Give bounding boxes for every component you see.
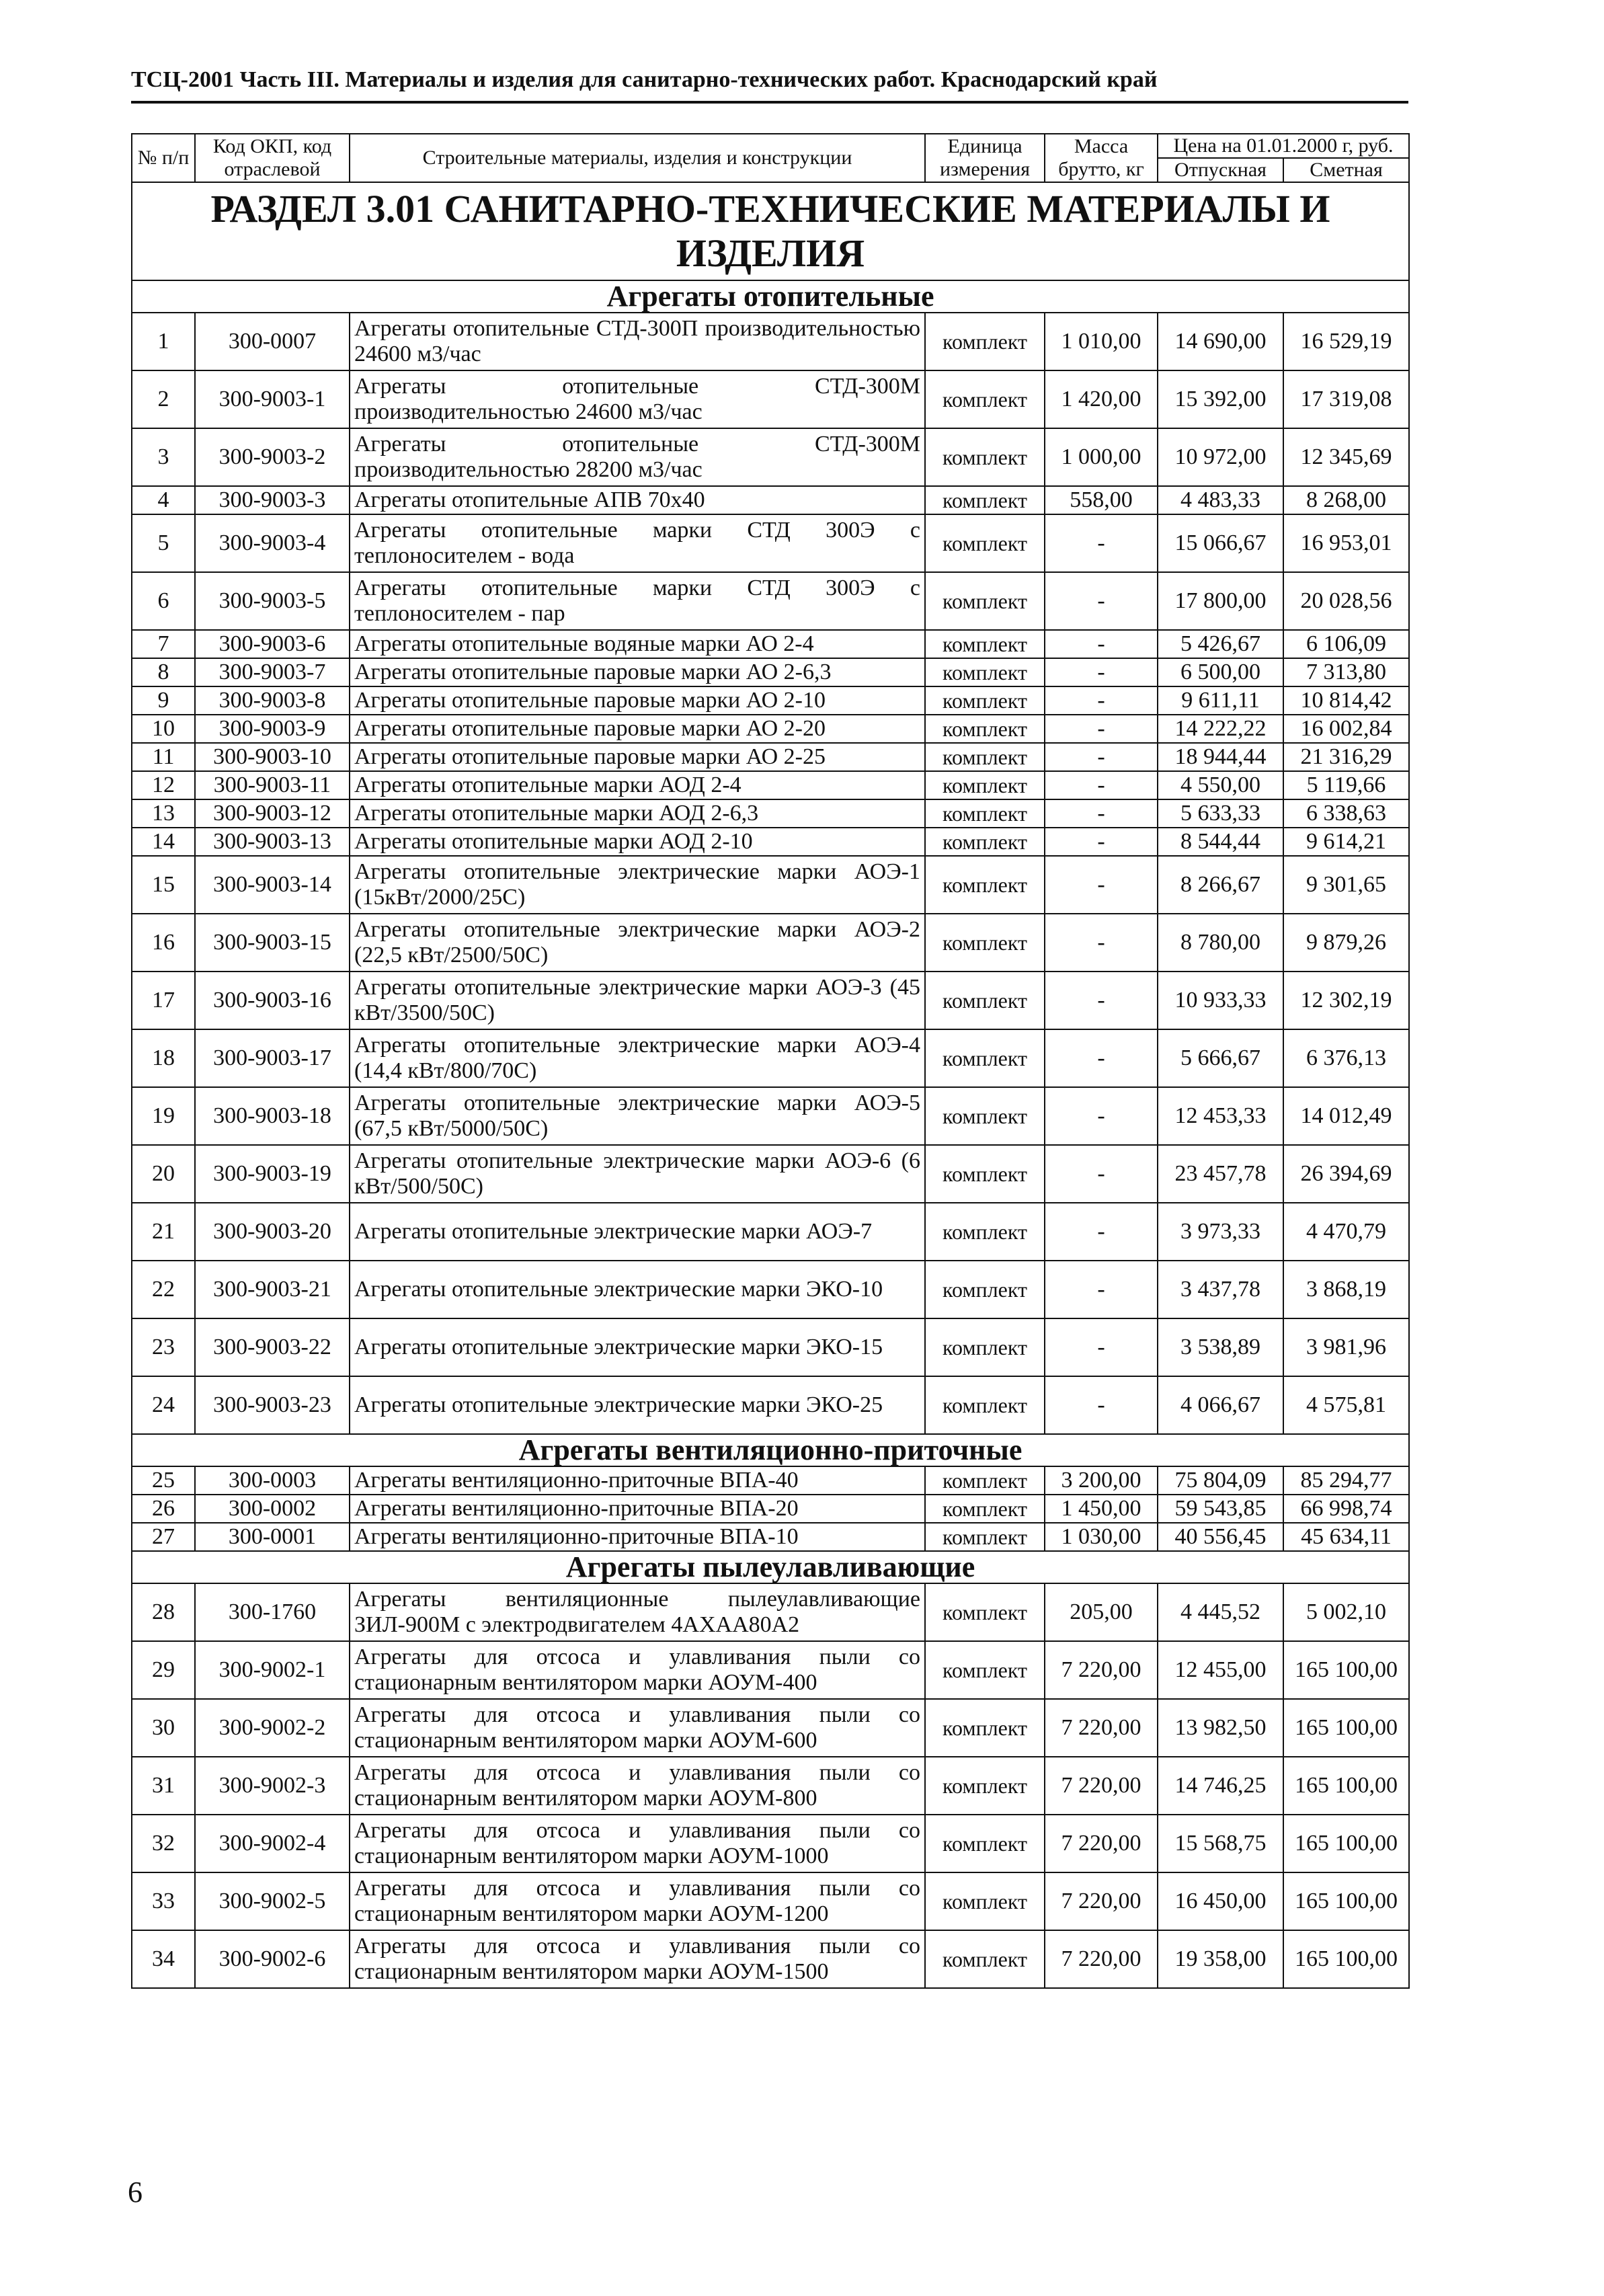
row-mass: 7 220,00: [1045, 1699, 1158, 1757]
row-number: 18: [132, 1029, 195, 1087]
row-name: Агрегаты отопительные паровые марки АО 2-20: [350, 715, 925, 743]
row-code: 300-9003-13: [195, 828, 350, 856]
row-price-estimate: 7 313,80: [1283, 658, 1409, 686]
row-code: 300-9002-2: [195, 1699, 350, 1757]
table-row: [132, 914, 1409, 972]
row-code: 300-9003-8: [195, 686, 350, 715]
table-row: [132, 514, 1409, 572]
row-code: 300-9003-4: [195, 514, 350, 572]
row-mass: 7 220,00: [1045, 1641, 1158, 1699]
row-code: 300-9003-14: [195, 856, 350, 914]
table-row: [132, 743, 1409, 771]
row-code: 300-9003-5: [195, 572, 350, 630]
row-code: 300-9002-1: [195, 1641, 350, 1699]
row-price-estimate: 85 294,77: [1283, 1466, 1409, 1495]
row-unit: комплект: [925, 1466, 1045, 1495]
row-number: 16: [132, 914, 195, 972]
row-price-retail: 19 358,00: [1158, 1930, 1283, 1988]
row-price-retail: 14 222,22: [1158, 715, 1283, 743]
row-code: 300-9003-7: [195, 658, 350, 686]
page-number: 6: [128, 2176, 143, 2209]
row-mass: 558,00: [1045, 486, 1158, 514]
table-row: [132, 1583, 1409, 1641]
row-price-estimate: 66 998,74: [1283, 1495, 1409, 1523]
row-name: Агрегаты вентиляционно-приточные ВПА-20: [350, 1495, 925, 1523]
section-title-row: [132, 182, 1409, 280]
group-title: Агрегаты вентиляционно-приточные: [132, 1434, 1409, 1466]
row-name: Агрегаты для отсоса и улавливания пыли со стационарным вентилятором марки АОУМ-400: [350, 1641, 925, 1699]
table-body: [132, 182, 1409, 1988]
row-price-retail: 8 266,67: [1158, 856, 1283, 914]
row-number: 19: [132, 1087, 195, 1145]
row-mass: -: [1045, 771, 1158, 799]
row-name: Агрегаты отопительные марки АОД 2-10: [350, 828, 925, 856]
row-code: 300-9003-1: [195, 370, 350, 428]
row-code: 300-9003-3: [195, 486, 350, 514]
row-mass: 7 220,00: [1045, 1757, 1158, 1815]
row-price-estimate: 9 301,65: [1283, 856, 1409, 914]
row-unit: комплект: [925, 486, 1045, 514]
row-unit: комплект: [925, 1583, 1045, 1641]
row-code: 300-9002-6: [195, 1930, 350, 1988]
group-title-row: [132, 1551, 1409, 1583]
row-price-estimate: 8 268,00: [1283, 486, 1409, 514]
row-price-estimate: 165 100,00: [1283, 1757, 1409, 1815]
table-row: [132, 1261, 1409, 1318]
row-unit: комплект: [925, 1087, 1045, 1145]
row-number: 20: [132, 1145, 195, 1203]
row-code: 300-9002-4: [195, 1815, 350, 1872]
row-price-retail: 18 944,44: [1158, 743, 1283, 771]
row-unit: комплект: [925, 1930, 1045, 1988]
row-price-retail: 4 445,52: [1158, 1583, 1283, 1641]
row-price-retail: 15 066,67: [1158, 514, 1283, 572]
row-code: 300-9003-20: [195, 1203, 350, 1261]
row-code: 300-0007: [195, 313, 350, 370]
row-price-estimate: 165 100,00: [1283, 1930, 1409, 1988]
row-unit: комплект: [925, 771, 1045, 799]
row-name: Агрегаты отопительные электрические марки АОЭ-3 (45 кВт/3500/50С): [350, 972, 925, 1029]
row-code: 300-0001: [195, 1523, 350, 1551]
table-row: [132, 1815, 1409, 1872]
row-unit: комплект: [925, 972, 1045, 1029]
row-code: 300-9003-16: [195, 972, 350, 1029]
row-mass: -: [1045, 828, 1158, 856]
row-price-retail: 6 500,00: [1158, 658, 1283, 686]
table-row: [132, 1757, 1409, 1815]
row-unit: комплект: [925, 715, 1045, 743]
row-price-estimate: 165 100,00: [1283, 1699, 1409, 1757]
row-price-retail: 4 066,67: [1158, 1376, 1283, 1434]
row-code: 300-9003-9: [195, 715, 350, 743]
row-price-retail: 5 633,33: [1158, 799, 1283, 828]
row-unit: комплект: [925, 914, 1045, 972]
table-row: [132, 1029, 1409, 1087]
row-price-estimate: 6 338,63: [1283, 799, 1409, 828]
row-name: Агрегаты отопительные электрические марки АОЭ-7: [350, 1203, 925, 1261]
row-code: 300-0002: [195, 1495, 350, 1523]
row-price-estimate: 3 981,96: [1283, 1318, 1409, 1376]
row-mass: -: [1045, 914, 1158, 972]
col-header-mass: Масса брутто, кг: [1045, 134, 1158, 182]
col-header-name: Строительные материалы, изделия и конструкции: [350, 134, 925, 182]
row-number: 3: [132, 428, 195, 486]
row-number: 33: [132, 1872, 195, 1930]
row-unit: комплект: [925, 1203, 1045, 1261]
table-row: [132, 856, 1409, 914]
row-price-retail: 10 972,00: [1158, 428, 1283, 486]
row-unit: комплект: [925, 1815, 1045, 1872]
header-divider: [131, 101, 1408, 104]
row-mass: 1 420,00: [1045, 370, 1158, 428]
row-price-retail: 5 426,67: [1158, 630, 1283, 658]
group-title-row: [132, 280, 1409, 313]
row-price-estimate: 165 100,00: [1283, 1872, 1409, 1930]
row-mass: -: [1045, 856, 1158, 914]
row-price-estimate: 14 012,49: [1283, 1087, 1409, 1145]
row-price-estimate: 12 345,69: [1283, 428, 1409, 486]
row-name: Агрегаты отопительные электрические марки АОЭ-4 (14,4 кВт/800/70С): [350, 1029, 925, 1087]
row-unit: комплект: [925, 1495, 1045, 1523]
group-title: Агрегаты пылеулавливающие: [132, 1551, 1409, 1583]
row-name: Агрегаты отопительные СТД-300М производительностью 28200 м3/час: [350, 428, 925, 486]
row-mass: -: [1045, 1318, 1158, 1376]
row-code: 300-9002-3: [195, 1757, 350, 1815]
row-mass: 3 200,00: [1045, 1466, 1158, 1495]
table-row: [132, 1523, 1409, 1551]
row-code: 300-9002-5: [195, 1872, 350, 1930]
table-row: [132, 1466, 1409, 1495]
row-mass: 1 450,00: [1045, 1495, 1158, 1523]
row-number: 34: [132, 1930, 195, 1988]
table-row: [132, 715, 1409, 743]
row-number: 24: [132, 1376, 195, 1434]
row-price-retail: 12 455,00: [1158, 1641, 1283, 1699]
row-number: 1: [132, 313, 195, 370]
table-row: [132, 486, 1409, 514]
row-unit: комплект: [925, 1376, 1045, 1434]
row-number: 21: [132, 1203, 195, 1261]
row-price-estimate: 16 529,19: [1283, 313, 1409, 370]
row-price-estimate: 165 100,00: [1283, 1815, 1409, 1872]
row-code: 300-9003-6: [195, 630, 350, 658]
row-price-retail: 12 453,33: [1158, 1087, 1283, 1145]
row-price-retail: 9 611,11: [1158, 686, 1283, 715]
row-price-retail: 4 483,33: [1158, 486, 1283, 514]
row-unit: комплект: [925, 856, 1045, 914]
row-number: 31: [132, 1757, 195, 1815]
row-name: Агрегаты вентиляционные пылеулавливающие ЗИЛ-900М с электродвигателем 4АХАА80А2: [350, 1583, 925, 1641]
row-price-estimate: 12 302,19: [1283, 972, 1409, 1029]
row-mass: -: [1045, 686, 1158, 715]
row-price-retail: 15 568,75: [1158, 1815, 1283, 1872]
row-name: Агрегаты для отсоса и улавливания пыли со стационарным вентилятором марки АОУМ-600: [350, 1699, 925, 1757]
row-name: Агрегаты для отсоса и улавливания пыли со стационарным вентилятором марки АОУМ-1200: [350, 1872, 925, 1930]
row-code: 300-9003-15: [195, 914, 350, 972]
row-code: 300-9003-11: [195, 771, 350, 799]
table-row: [132, 370, 1409, 428]
row-number: 26: [132, 1495, 195, 1523]
row-unit: комплект: [925, 1029, 1045, 1087]
row-unit: комплект: [925, 1699, 1045, 1757]
col-header-code: Код ОКП, код отраслевой: [195, 134, 350, 182]
row-mass: -: [1045, 514, 1158, 572]
page-header-title: ТСЦ-2001 Часть III. Материалы и изделия для санитарно-технических работ. Краснодарский край: [131, 67, 1158, 92]
row-mass: -: [1045, 658, 1158, 686]
row-price-retail: 14 746,25: [1158, 1757, 1283, 1815]
row-price-estimate: 6 106,09: [1283, 630, 1409, 658]
row-number: 32: [132, 1815, 195, 1872]
row-unit: комплект: [925, 658, 1045, 686]
row-name: Агрегаты отопительные паровые марки АО 2-10: [350, 686, 925, 715]
row-unit: комплект: [925, 828, 1045, 856]
row-unit: комплект: [925, 313, 1045, 370]
table-row: [132, 1087, 1409, 1145]
row-unit: комплект: [925, 1641, 1045, 1699]
row-number: 14: [132, 828, 195, 856]
row-name: Агрегаты отопительные СТД-300П производительностью 24600 м3/час: [350, 313, 925, 370]
row-unit: комплект: [925, 572, 1045, 630]
table-row: [132, 658, 1409, 686]
table-row: [132, 1641, 1409, 1699]
row-number: 8: [132, 658, 195, 686]
row-code: 300-9003-22: [195, 1318, 350, 1376]
row-price-estimate: 9 614,21: [1283, 828, 1409, 856]
row-price-retail: 5 666,67: [1158, 1029, 1283, 1087]
row-name: Агрегаты отопительные АПВ 70х40: [350, 486, 925, 514]
row-unit: комплект: [925, 1318, 1045, 1376]
row-price-retail: 75 804,09: [1158, 1466, 1283, 1495]
row-number: 2: [132, 370, 195, 428]
row-number: 27: [132, 1523, 195, 1551]
row-mass: -: [1045, 743, 1158, 771]
table-row: [132, 428, 1409, 486]
row-number: 9: [132, 686, 195, 715]
row-price-estimate: 16 002,84: [1283, 715, 1409, 743]
row-unit: комплект: [925, 370, 1045, 428]
row-name: Агрегаты отопительные паровые марки АО 2-6,3: [350, 658, 925, 686]
row-price-retail: 8 780,00: [1158, 914, 1283, 972]
row-name: Агрегаты отопительные электрические марки АОЭ-1 (15кВт/2000/25С): [350, 856, 925, 914]
row-unit: комплект: [925, 743, 1045, 771]
row-mass: 1 030,00: [1045, 1523, 1158, 1551]
row-price-estimate: 3 868,19: [1283, 1261, 1409, 1318]
row-mass: -: [1045, 1376, 1158, 1434]
row-name: Агрегаты отопительные электрические марки АОЭ-5 (67,5 кВт/5000/50С): [350, 1087, 925, 1145]
row-name: Агрегаты отопительные марки АОД 2-6,3: [350, 799, 925, 828]
row-name: Агрегаты отопительные марки АОД 2-4: [350, 771, 925, 799]
row-name: Агрегаты отопительные электрические марки АОЭ-6 (6 кВт/500/50С): [350, 1145, 925, 1203]
row-code: 300-9003-2: [195, 428, 350, 486]
col-header-price-estimate: Сметная: [1283, 158, 1409, 182]
row-name: Агрегаты для отсоса и улавливания пыли со стационарным вентилятором марки АОУМ-1500: [350, 1930, 925, 1988]
table-row: [132, 972, 1409, 1029]
row-number: 5: [132, 514, 195, 572]
row-price-estimate: 26 394,69: [1283, 1145, 1409, 1203]
row-number: 17: [132, 972, 195, 1029]
row-price-estimate: 10 814,42: [1283, 686, 1409, 715]
group-title-row: [132, 1434, 1409, 1466]
row-code: 300-9003-10: [195, 743, 350, 771]
row-name: Агрегаты вентиляционно-приточные ВПА-40: [350, 1466, 925, 1495]
row-unit: комплект: [925, 1261, 1045, 1318]
row-number: 7: [132, 630, 195, 658]
row-price-retail: 3 538,89: [1158, 1318, 1283, 1376]
table-row: [132, 1872, 1409, 1930]
table-row: [132, 799, 1409, 828]
row-price-estimate: 9 879,26: [1283, 914, 1409, 972]
row-price-retail: 40 556,45: [1158, 1523, 1283, 1551]
row-code: 300-9003-23: [195, 1376, 350, 1434]
row-price-estimate: 4 575,81: [1283, 1376, 1409, 1434]
row-mass: -: [1045, 1261, 1158, 1318]
table-row: [132, 1376, 1409, 1434]
row-mass: 7 220,00: [1045, 1815, 1158, 1872]
row-name: Агрегаты отопительные паровые марки АО 2-25: [350, 743, 925, 771]
row-price-retail: 10 933,33: [1158, 972, 1283, 1029]
row-unit: комплект: [925, 428, 1045, 486]
row-mass: 7 220,00: [1045, 1930, 1158, 1988]
col-header-num: № п/п: [132, 134, 195, 182]
row-price-estimate: 45 634,11: [1283, 1523, 1409, 1551]
row-unit: комплект: [925, 514, 1045, 572]
row-price-estimate: 5 119,66: [1283, 771, 1409, 799]
row-mass: -: [1045, 1203, 1158, 1261]
row-name: Агрегаты отопительные марки СТД 300Э с теплоносителем - вода: [350, 514, 925, 572]
row-mass: -: [1045, 799, 1158, 828]
row-mass: -: [1045, 972, 1158, 1029]
row-mass: 7 220,00: [1045, 1872, 1158, 1930]
table-row: [132, 686, 1409, 715]
row-unit: комплект: [925, 1757, 1045, 1815]
row-price-retail: 17 800,00: [1158, 572, 1283, 630]
row-code: 300-9003-18: [195, 1087, 350, 1145]
row-code: 300-9003-17: [195, 1029, 350, 1087]
row-number: 4: [132, 486, 195, 514]
row-price-estimate: 16 953,01: [1283, 514, 1409, 572]
row-name: Агрегаты отопительные электрические марки ЭКО-15: [350, 1318, 925, 1376]
row-code: 300-9003-21: [195, 1261, 350, 1318]
row-name: Агрегаты для отсоса и улавливания пыли со стационарным вентилятором марки АОУМ-800: [350, 1757, 925, 1815]
row-price-retail: 59 543,85: [1158, 1495, 1283, 1523]
row-price-estimate: 21 316,29: [1283, 743, 1409, 771]
row-name: Агрегаты отопительные марки СТД 300Э с теплоносителем - пар: [350, 572, 925, 630]
table-row: [132, 1203, 1409, 1261]
row-unit: комплект: [925, 1145, 1045, 1203]
table-row: [132, 630, 1409, 658]
col-header-unit: Единица измерения: [925, 134, 1045, 182]
row-number: 10: [132, 715, 195, 743]
table-row: [132, 1930, 1409, 1988]
row-price-retail: 3 437,78: [1158, 1261, 1283, 1318]
row-code: 300-1760: [195, 1583, 350, 1641]
table-row: [132, 828, 1409, 856]
col-header-price-group: Цена на 01.01.2000 г, руб.: [1158, 134, 1409, 158]
row-mass: 205,00: [1045, 1583, 1158, 1641]
row-number: 11: [132, 743, 195, 771]
row-number: 13: [132, 799, 195, 828]
row-mass: -: [1045, 715, 1158, 743]
row-price-retail: 14 690,00: [1158, 313, 1283, 370]
row-price-estimate: 5 002,10: [1283, 1583, 1409, 1641]
table-row: [132, 1318, 1409, 1376]
row-mass: 1 010,00: [1045, 313, 1158, 370]
row-number: 12: [132, 771, 195, 799]
row-code: 300-0003: [195, 1466, 350, 1495]
table-row: [132, 313, 1409, 370]
materials-table: [131, 133, 1410, 1989]
row-code: 300-9003-12: [195, 799, 350, 828]
row-unit: комплект: [925, 1872, 1045, 1930]
row-mass: -: [1045, 630, 1158, 658]
table-row: [132, 1699, 1409, 1757]
table-row: [132, 572, 1409, 630]
row-name: Агрегаты отопительные электрические марки ЭКО-25: [350, 1376, 925, 1434]
group-title: Агрегаты отопительные: [132, 280, 1409, 313]
row-price-retail: 23 457,78: [1158, 1145, 1283, 1203]
row-unit: комплект: [925, 799, 1045, 828]
row-number: 22: [132, 1261, 195, 1318]
table-header: [132, 134, 1409, 182]
row-price-retail: 8 544,44: [1158, 828, 1283, 856]
row-number: 28: [132, 1583, 195, 1641]
row-number: 29: [132, 1641, 195, 1699]
table-row: [132, 1145, 1409, 1203]
section-title: РАЗДЕЛ 3.01 САНИТАРНО-ТЕХНИЧЕСКИЕ МАТЕРИАЛЫ И ИЗДЕЛИЯ: [132, 182, 1409, 280]
row-price-estimate: 20 028,56: [1283, 572, 1409, 630]
row-unit: комплект: [925, 1523, 1045, 1551]
row-price-retail: 16 450,00: [1158, 1872, 1283, 1930]
row-price-estimate: 6 376,13: [1283, 1029, 1409, 1087]
table-row: [132, 771, 1409, 799]
row-name: Агрегаты отопительные водяные марки АО 2-4: [350, 630, 925, 658]
row-code: 300-9003-19: [195, 1145, 350, 1203]
row-name: Агрегаты вентиляционно-приточные ВПА-10: [350, 1523, 925, 1551]
row-name: Агрегаты для отсоса и улавливания пыли со стационарным вентилятором марки АОУМ-1000: [350, 1815, 925, 1872]
row-mass: 1 000,00: [1045, 428, 1158, 486]
col-header-price-retail: Отпускная: [1158, 158, 1283, 182]
row-price-estimate: 165 100,00: [1283, 1641, 1409, 1699]
row-price-retail: 4 550,00: [1158, 771, 1283, 799]
row-price-retail: 13 982,50: [1158, 1699, 1283, 1757]
row-name: Агрегаты отопительные электрические марки АОЭ-2 (22,5 кВт/2500/50С): [350, 914, 925, 972]
row-name: Агрегаты отопительные электрические марки ЭКО-10: [350, 1261, 925, 1318]
row-unit: комплект: [925, 686, 1045, 715]
row-price-estimate: 4 470,79: [1283, 1203, 1409, 1261]
row-mass: -: [1045, 1145, 1158, 1203]
row-mass: -: [1045, 1087, 1158, 1145]
row-price-retail: 15 392,00: [1158, 370, 1283, 428]
row-mass: -: [1045, 1029, 1158, 1087]
row-number: 6: [132, 572, 195, 630]
row-mass: -: [1045, 572, 1158, 630]
row-price-estimate: 17 319,08: [1283, 370, 1409, 428]
row-unit: комплект: [925, 630, 1045, 658]
row-number: 15: [132, 856, 195, 914]
row-number: 25: [132, 1466, 195, 1495]
row-name: Агрегаты отопительные СТД-300М производительностью 24600 м3/час: [350, 370, 925, 428]
row-number: 23: [132, 1318, 195, 1376]
row-price-retail: 3 973,33: [1158, 1203, 1283, 1261]
table-row: [132, 1495, 1409, 1523]
row-number: 30: [132, 1699, 195, 1757]
